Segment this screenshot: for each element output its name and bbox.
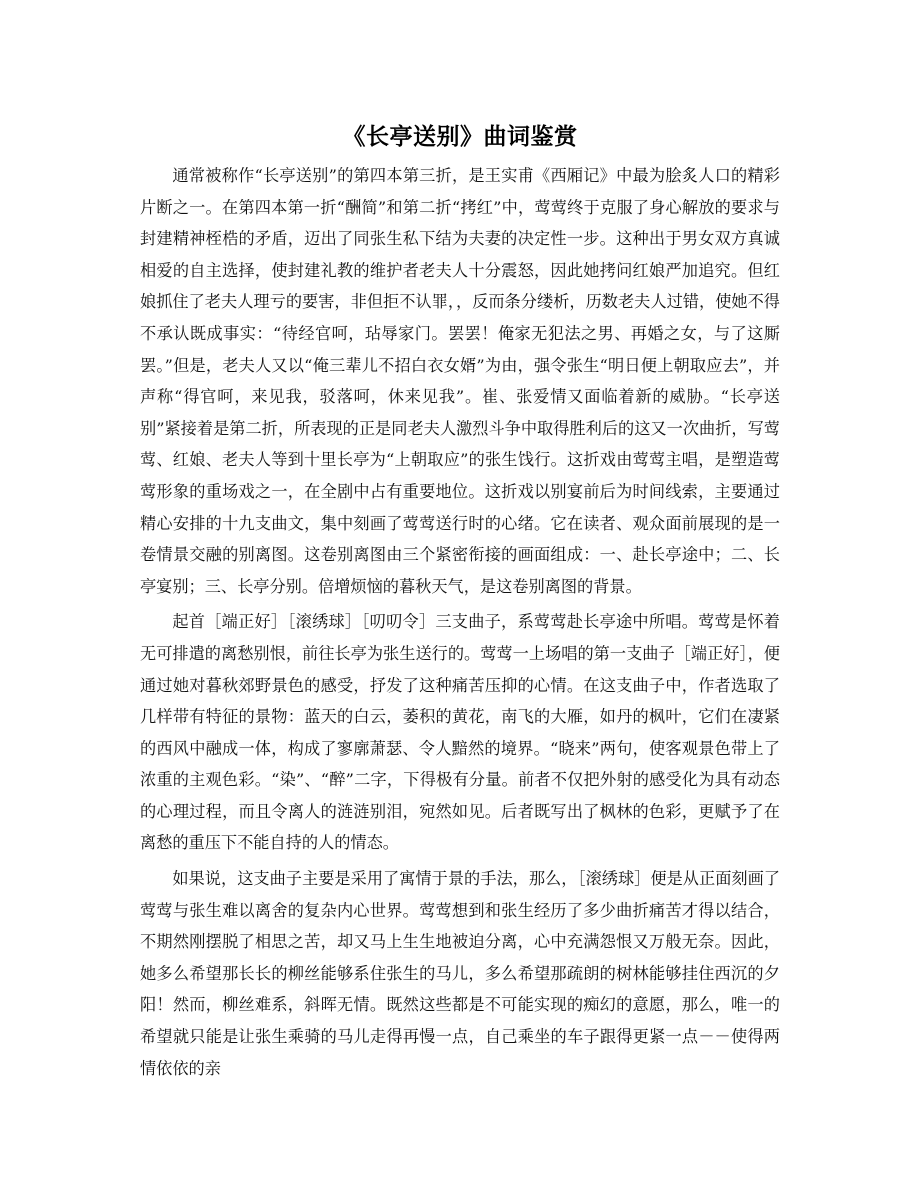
paragraph: 通常被称作“长亭送别”的第四本第三折，是王实甫《西厢记》中最为脍炙人口的精彩片断之一。在第四本第一折“酬简”和第二折“拷红”中，莺莺终于克服了身心解放的要求与封建精神桎梏的矛盾，迈出了同张生私下结为夫妻的决定性一步。这种出于男女双方真诚相爱的自主选择，使封建礼教的维护者老夫人十分震怒，因此她拷问红娘严加追究。但红娘抓住了老夫人理亏的要害，非但拒不认罪，，反而条分缕析，历数老夫人过错，使她不得不承认既成事实：“待经官呵，玷辱家门。罢罢！俺家无犯法之男、再婚之女，与了这厮罢。”但是，老夫人又以“俺三辈儿不招白衣女婿”为由，强令张生“明日便上朝取应去”，并声称“得官呵，来见我，驳落呵，休来见我”。崔、张爱情又面临着新的威胁。“长亭送别”紧接着是第二折，所表现的正是同老夫人激烈斗争中取得胜利后的这又一次曲折，写莺莺、红娘、老夫人等到十里长亭为“上朝取应”的张生饯行。这折戏由莺莺主唱，是塑造莺莺形象的重场戏之一，在全剧中占有重要地位。这折戏以别宴前后为时间线索，主要通过精心安排的十九支曲文，集中刻画了莺莺送行时的心绪。它在读者、观众面前展现的是一卷情景交融的别离图。这卷别离图由三个紧密衔接的画面组成：一、赴长亭途中；二、长亭宴别；三、长亭分别。倍增烦恼的暮秋天气，是这卷别离图的背景。 xyxy=(140,166,780,596)
paragraph: 起首［端正好］［滚绣球］［叨叨令］三支曲子，系莺莺赴长亭途中所唱。莺莺是怀着无可排遣的离愁别恨，前往长亭为张生送行的。莺莺一上场唱的第一支曲子［端正好］，便通过她对暮秋郊野景色的感受，抒发了这种痛苦压抑的心情。在这支曲子中，作者选取了几样带有特征的景物：蓝天的白云，萎积的黄花，南飞的大雁，如丹的枫叶，它们在凄紧的西风中融成一体，构成了寥廓萧瑟、令人黯然的境界。“晓来”两句，使客观景色带上了浓重的主观色彩。“染”、“醉”二字，下得极有分量。前者不仅把外射的感受化为具有动态的心理过程，而且令离人的涟涟别泪，宛然如见。后者既写出了枫林的色彩，更赋予了在离愁的重压下不能自持的人的情态。 xyxy=(140,612,780,853)
document-body xyxy=(140,160,780,1084)
document-title: 《长亭送别》曲词鉴赏 xyxy=(342,124,578,150)
paragraph: 如果说，这支曲子主要是采用了寓情于景的手法，那么，［滚绣球］便是从正面刻画了莺莺与张生难以离舍的复杂内心世界。莺莺想到和张生经历了多少曲折痛苦才得以结合，不期然刚摆脱了相思之苦，却又马上生生地被迫分离，心中充满怨恨又万般无奈。因此，她多么希望那长长的柳丝能够系住张生的马儿，多么希望那疏朗的树林能够挂住西沉的夕阳！然而，柳丝难系，斜晖无情。既然这些都是不可能实现的痴幻的意愿，那么，唯一的希望就只能是让张生乘骑的马儿走得再慢一点，自己乘坐的车子跟得更紧一点－－使得两情依依的亲 xyxy=(140,869,780,1078)
